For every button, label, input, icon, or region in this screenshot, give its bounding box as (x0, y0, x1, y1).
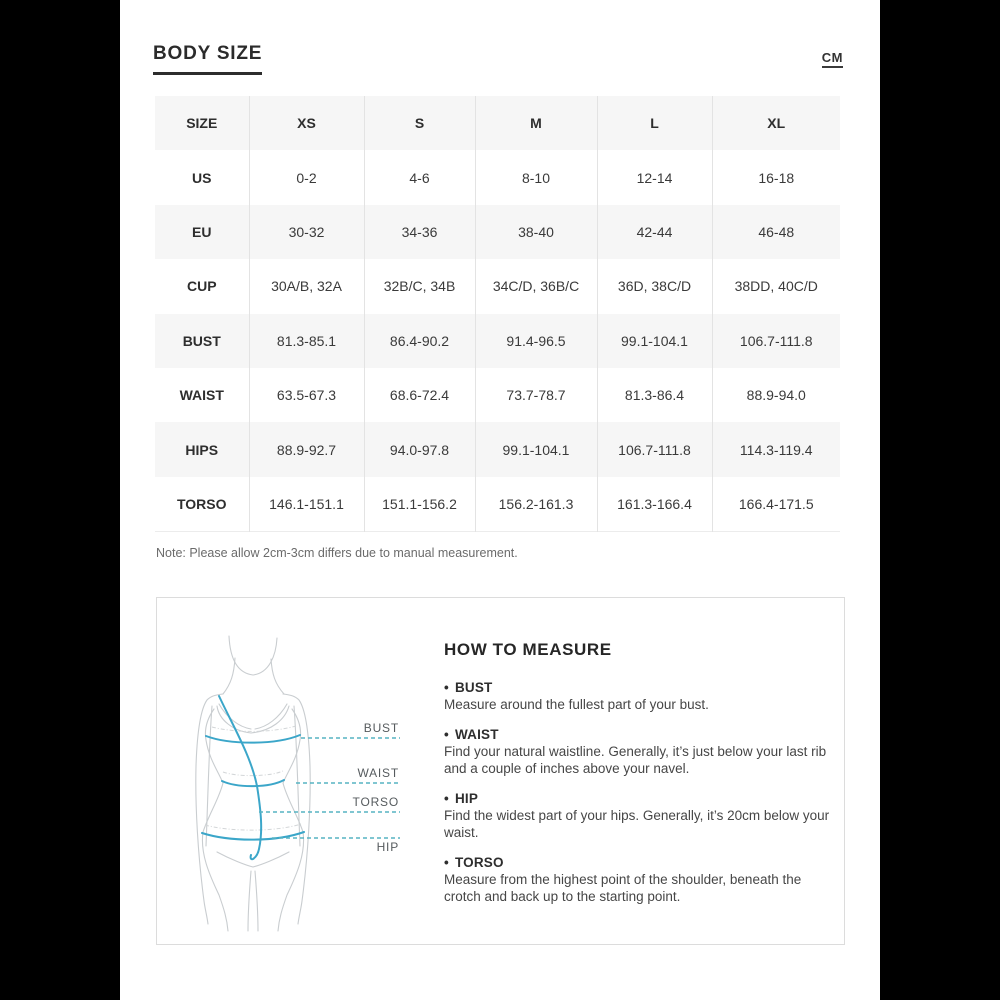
cell-value: 0-2 (249, 150, 364, 204)
measure-term-label: HIP (454, 791, 479, 807)
cell-value: 88.9-94.0 (712, 368, 840, 422)
page-title: BODY SIZE (153, 43, 262, 75)
row-label: TORSO (176, 495, 227, 512)
how-to-measure-box (156, 597, 845, 945)
cell-value: 94.0-97.8 (364, 422, 475, 476)
cell-value: 91.4-96.5 (475, 314, 597, 368)
table-row-bust (155, 314, 840, 368)
measure-item-torso (444, 855, 840, 905)
body-figure-wrap (175, 606, 415, 936)
col-header-xl: XL (712, 96, 840, 150)
measure-term-label: BUST (454, 680, 493, 695)
cell-value: 34C/D, 36B/C (475, 259, 597, 313)
how-to-measure-text (444, 640, 840, 919)
cell-value: 4-6 (364, 150, 475, 204)
cell-value: 88.9-92.7 (249, 422, 364, 476)
cell-value: 146.1-151.1 (249, 477, 364, 531)
measure-term-label: TORSO (454, 855, 504, 871)
col-header-size: SIZE (186, 115, 218, 132)
how-to-measure-heading: HOW TO MEASURE (444, 640, 612, 659)
table-row-eu (155, 205, 840, 259)
bullet-dot: • (444, 680, 449, 695)
row-label: US (192, 169, 212, 186)
pillarbox-left (0, 0, 120, 1000)
cell-value: 156.2-161.3 (475, 477, 597, 531)
cell-value: 99.1-104.1 (475, 422, 597, 476)
measurement-note: Note: Please allow 2cm-3cm differs due to manual measurement. (156, 546, 518, 560)
cell-value: 8-10 (475, 150, 597, 204)
cell-value: 114.3-119.4 (712, 422, 840, 476)
table-header-row (155, 96, 840, 150)
cell-value: 151.1-156.2 (364, 477, 475, 531)
measure-term (444, 791, 840, 806)
table-row-cup (155, 259, 840, 313)
row-label: EU (192, 223, 212, 240)
bullet-dot: • (444, 791, 449, 807)
row-label: HIPS (185, 441, 219, 458)
cell-value: 30-32 (249, 205, 364, 259)
size-chart-page (120, 0, 880, 1000)
cell-value: 68.6-72.4 (364, 368, 475, 422)
unit-toggle-cm[interactable]: CM (822, 50, 843, 68)
cell-value: 16-18 (712, 150, 840, 204)
cell-value: 81.3-85.1 (249, 314, 364, 368)
cell-value: 166.4-171.5 (712, 477, 840, 531)
cell-value: 63.5-67.3 (249, 368, 364, 422)
col-header-xs: XS (249, 96, 364, 150)
measure-desc: Find the widest part of your hips. Generally, it’s 20cm below your waist. (444, 808, 830, 840)
bullet-dot: • (444, 727, 449, 743)
size-table (155, 96, 840, 532)
measure-term (444, 855, 840, 870)
measure-item-bust (444, 680, 840, 713)
cell-value: 81.3-86.4 (597, 368, 712, 422)
measure-item-hip (444, 791, 840, 841)
measure-desc: Measure from the highest point of the shoulder, beneath the crotch and back up to the starting point. (444, 872, 802, 904)
table-row-us (155, 150, 840, 204)
pillarbox-right (880, 0, 1000, 1000)
measure-term (444, 680, 840, 695)
col-header-m: M (475, 96, 597, 150)
cell-value: 30A/B, 32A (249, 259, 364, 313)
cell-value: 36D, 38C/D (597, 259, 712, 313)
cell-value: 12-14 (597, 150, 712, 204)
bullet-dot: • (444, 855, 449, 871)
figure-label-bust: BUST (363, 721, 399, 735)
cell-value: 86.4-90.2 (364, 314, 475, 368)
measure-term (444, 727, 840, 742)
figure-label-torso: TORSO (352, 795, 399, 809)
bust-line (206, 735, 300, 743)
cell-value: 32B/C, 34B (364, 259, 475, 313)
cell-value: 73.7-78.7 (475, 368, 597, 422)
table-row-hips (155, 422, 840, 476)
cell-value: 38-40 (475, 205, 597, 259)
measure-item-waist (444, 727, 840, 777)
waist-line (222, 780, 284, 786)
body-measurement-figure (175, 606, 415, 936)
table-row-torso (155, 477, 840, 531)
cell-value: 106.7-111.8 (597, 422, 712, 476)
cell-value: 99.1-104.1 (597, 314, 712, 368)
cell-value: 161.3-166.4 (597, 477, 712, 531)
measure-desc: Measure around the fullest part of your bust. (444, 697, 709, 712)
row-label: CUP (186, 278, 217, 295)
cell-value: 38DD, 40C/D (712, 259, 840, 313)
measure-term-label: WAIST (454, 727, 499, 743)
cell-value: 46-48 (712, 205, 840, 259)
table-row-waist (155, 368, 840, 422)
figure-label-hip: HIP (376, 840, 399, 854)
measure-desc: Find your natural waistline. Generally, it’s just below your last rib and a couple of inches above your navel. (444, 744, 827, 776)
col-header-l: L (597, 96, 712, 150)
row-label: WAIST (179, 387, 224, 404)
col-header-s: S (364, 96, 475, 150)
cell-value: 34-36 (364, 205, 475, 259)
cell-value: 106.7-111.8 (712, 314, 840, 368)
figure-label-waist: WAIST (357, 766, 399, 780)
cell-value: 42-44 (597, 205, 712, 259)
torso-line (219, 696, 261, 859)
row-label: BUST (182, 332, 221, 349)
